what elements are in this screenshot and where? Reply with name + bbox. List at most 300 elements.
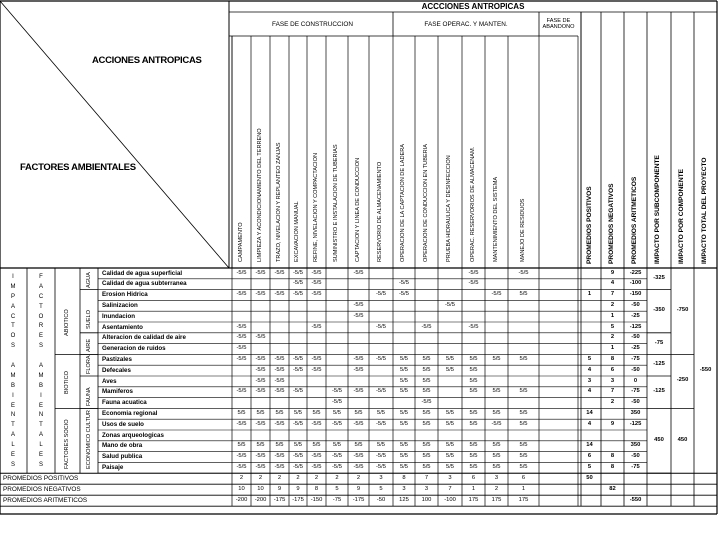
impact-cell: -5/5: [353, 355, 364, 362]
bottom-value: 1: [521, 485, 526, 492]
impact-cell: 5/5: [469, 388, 478, 395]
bottom-row-label: PROMEDIOS POSITIVOS: [3, 474, 79, 482]
row-label: Fauna acuatica: [102, 399, 147, 407]
bottom-value: 10: [257, 485, 264, 492]
impact-cell: 5/5: [492, 355, 501, 362]
column-header-13: MANEJO DE RESIDUOS: [519, 198, 526, 262]
impact-cell: -5/5: [399, 291, 409, 298]
impact-cell: -5/5: [445, 301, 455, 308]
impact-cell: -5/5: [255, 377, 266, 384]
arithmetic-value: -50: [631, 301, 640, 308]
impact-cell: -5/5: [353, 463, 364, 470]
impact-cell: -5/5: [255, 388, 266, 395]
header-title: ACCCIONES ANTROPICAS: [421, 2, 525, 11]
bottom-value: 5: [379, 485, 383, 492]
bottom-value: 6: [471, 474, 476, 481]
impact-cell: 5/5: [469, 377, 478, 384]
negative-count: 1: [610, 312, 615, 319]
negative-count: 2: [610, 334, 615, 341]
group-label-agua: AGUA: [86, 271, 92, 288]
bottom-negative: 82: [609, 485, 616, 492]
row-label: Generacion de ruidos: [102, 345, 166, 353]
impact-cell: 5/5: [469, 355, 478, 362]
impact-cell: 5/5: [332, 442, 342, 449]
negative-count: [601, 408, 624, 419]
component-value: 450: [677, 436, 688, 443]
negative-count: 1: [610, 345, 615, 352]
column-header-6: CAPTACION Y LINEA DE CONDUCCION: [354, 157, 361, 262]
component-value: -250: [676, 377, 689, 384]
impact-cell: 5/5: [332, 409, 342, 416]
impact-cell: -5/5: [236, 291, 247, 298]
arithmetic-value: [624, 430, 647, 441]
impact-cell: -5/5: [332, 453, 342, 460]
impact-cell: -5/5: [376, 453, 386, 460]
impact-cell: 5/5: [445, 442, 455, 449]
impact-cell: -5/5: [293, 355, 303, 362]
bottom-value: 10: [238, 485, 245, 492]
arithmetic-value: -225: [629, 269, 642, 276]
impact-cell: -5/5: [468, 323, 479, 330]
impact-cell: 5/5: [469, 442, 478, 449]
impact-cell: -5/5: [311, 269, 322, 276]
impact-cell: 5/5: [422, 420, 431, 427]
negative-count: 8: [610, 355, 615, 362]
impact-cell: -5/5: [468, 280, 479, 287]
positive-count: 5: [587, 355, 592, 362]
impact-cell: 5/5: [422, 366, 431, 373]
group-label-fauna: FAUNA: [86, 387, 92, 407]
impact-cell: 5/5: [293, 409, 303, 416]
negative-count: 9: [610, 420, 615, 427]
summary-header-1: PROMEDIOS NEGATIVOS: [607, 183, 615, 264]
abiotico-label: ABIOTICO: [64, 309, 70, 337]
positive-count: 3: [587, 377, 592, 384]
impact-cell: -5/5: [491, 291, 502, 298]
column-header-10: PRUEBA HIDRAULICA Y DESINFECCION: [446, 155, 452, 262]
impact-cell: -5/5: [255, 463, 266, 470]
negative-count: 7: [610, 291, 615, 298]
impact-cell: -5/5: [332, 420, 342, 427]
socio-label: FACTORES SOCIO: [64, 419, 70, 470]
column-header-9: OPERACION DE CONDUCCION EN TUBERIA: [422, 143, 429, 262]
impact-cell: 5/5: [469, 409, 478, 416]
impact-cell: -5/5: [255, 355, 266, 362]
impact-cell: 5/5: [445, 409, 455, 416]
arithmetic-value: -50: [631, 453, 640, 460]
bottom-arithmetic: [624, 484, 647, 495]
row-label: Alteracion de calidad de aire: [102, 334, 186, 342]
phase-abandonment: FASE DE ABANDONO: [542, 18, 575, 30]
impact-cell: 5/5: [445, 463, 455, 470]
impact-cell: 5/5: [399, 442, 409, 449]
impact-cell: -5/5: [274, 377, 285, 384]
impactos-ambientales-label: I M P A C T O S A M B I E N T A L E S: [10, 273, 16, 468]
impact-cell: -5/5: [274, 463, 285, 470]
impact-cell: -5/5: [255, 334, 266, 341]
row-label: Mamiferos: [102, 388, 133, 396]
bottom-value: 9: [356, 485, 361, 492]
impact-cell: 5/5: [519, 453, 528, 460]
bottom-negative: [601, 473, 624, 484]
impact-cell: 5/5: [445, 355, 455, 362]
positive-count: [578, 322, 601, 333]
bottom-value: 3: [424, 485, 429, 492]
impact-cell: 5/5: [399, 420, 409, 427]
bottom-positive: 50: [586, 474, 593, 481]
impact-cell: -5/5: [353, 269, 364, 276]
row-label: Pastizales: [102, 355, 132, 363]
bottom-negative: [601, 495, 624, 506]
column-header-1: LIMPIEZA Y ACONDICIONAMIENTO DEL TERRENO: [256, 128, 263, 262]
impact-cell: -5/5: [255, 269, 266, 276]
positive-count: 5: [587, 463, 592, 470]
impact-cell: 5/5: [519, 291, 528, 298]
impact-cell: 5/5: [354, 442, 363, 449]
impact-cell: -5/5: [491, 420, 502, 427]
bottom-row-label: PROMEDIOS ARITMETICOS: [3, 496, 88, 504]
negative-count: 5: [610, 323, 615, 330]
positive-count: [578, 300, 601, 311]
arithmetic-value: -50: [631, 366, 640, 373]
impact-cell: 5/5: [519, 442, 528, 449]
impact-cell: 5/5: [293, 442, 303, 449]
impact-cell: 5/5: [519, 463, 528, 470]
bottom-value: 6: [521, 474, 526, 481]
row-label: Calidad de agua subterranea: [102, 280, 187, 288]
arithmetic-value: -125: [629, 420, 642, 427]
subcomponent-value: -125: [653, 361, 665, 368]
arithmetic-value: 350: [630, 442, 641, 449]
bottom-value: 2: [277, 474, 282, 481]
positive-count: 1: [587, 291, 592, 298]
subcomponent-value: -350: [653, 307, 665, 314]
column-header-7: RESERVORIO DE ALMACENAMIENTO: [377, 161, 383, 262]
bottom-value: 2: [239, 474, 244, 481]
impact-cell: -5/5: [332, 399, 342, 406]
impact-cell: -5/5: [353, 453, 364, 460]
arithmetic-value: -25: [631, 345, 640, 352]
impact-cell: -5/5: [376, 463, 386, 470]
row-label: Aves: [102, 377, 117, 385]
impact-cell: 5/5: [469, 453, 478, 460]
positive-count: [578, 430, 601, 441]
impact-cell: 5/5: [519, 388, 528, 395]
impact-cell: 5/5: [519, 420, 528, 427]
phase-operation: FASE OPERAC. Y MANTEN.: [424, 20, 508, 28]
impact-cell: 5/5: [469, 366, 478, 373]
bottom-value: 8: [402, 474, 406, 481]
impact-cell: -5/5: [311, 463, 322, 470]
positive-count: [578, 279, 601, 290]
impact-cell: 5/5: [399, 377, 409, 384]
summary-header-3: IMPACTO POR SUBCOMPONENTE: [654, 155, 661, 264]
impact-cell: 5/5: [492, 463, 501, 470]
row-label: Economia regional: [102, 409, 158, 417]
column-header-2: TRAZO, NIVELACION Y REPLANTEO ZANJAS: [275, 142, 282, 262]
impact-cell: -5/5: [274, 269, 285, 276]
summary-header-0: PROMEDIOS POSITIVOS: [586, 186, 593, 264]
group-label-suelo: SUELO: [86, 309, 92, 329]
bottom-value: 175: [518, 496, 529, 503]
impact-cell: -5/5: [274, 291, 285, 298]
impact-cell: -5/5: [293, 280, 303, 287]
bottom-value: 2: [314, 474, 319, 481]
impact-cell: -5/5: [255, 291, 266, 298]
positive-count: 4: [587, 420, 592, 427]
impact-cell: -5/5: [353, 388, 364, 395]
arithmetic-value: -50: [631, 334, 640, 341]
row-label: Asentamiento: [102, 323, 143, 331]
impact-cell: 5/5: [312, 409, 321, 416]
positive-count: 4: [587, 388, 592, 395]
impact-cell: 5/5: [376, 442, 386, 449]
bottom-value: -175: [273, 496, 286, 503]
impact-cell: 5/5: [237, 409, 246, 416]
impact-cell: -5/5: [274, 453, 285, 460]
arithmetic-value: 350: [630, 409, 641, 416]
negative-count: 2: [610, 301, 615, 308]
corner-bottom-label: FACTORES AMBIENTALES: [20, 162, 136, 173]
arithmetic-value: 0: [633, 377, 638, 384]
impact-cell: -5/5: [236, 269, 247, 276]
corner-top-label: ACCIONES ANTROPICAS: [92, 55, 202, 66]
impact-cell: -5/5: [468, 269, 479, 276]
impact-cell: -5/5: [376, 388, 386, 395]
column-header-3: EXCAVACION MANUAL: [294, 201, 300, 262]
impact-cell: 5/5: [275, 409, 284, 416]
impact-cell: -5/5: [293, 366, 303, 373]
negative-count: [601, 430, 624, 441]
impact-cell: -5/5: [293, 420, 303, 427]
impact-cell: 5/5: [492, 409, 501, 416]
impact-cell: 5/5: [354, 409, 363, 416]
bottom-value: 175: [468, 496, 479, 503]
impact-cell: -5/5: [255, 453, 266, 460]
arithmetic-value: -50: [631, 399, 640, 406]
row-label: Calidad de agua superficial: [102, 269, 183, 277]
bottom-value: -175: [352, 496, 365, 503]
bottom-value: -200: [254, 496, 267, 503]
impact-cell: -5/5: [311, 323, 322, 330]
impact-cell: -5/5: [236, 334, 247, 341]
impact-cell: 5/5: [445, 420, 455, 427]
bottom-positive: [578, 484, 601, 495]
impact-cell: -5/5: [274, 420, 285, 427]
arithmetic-value: -75: [631, 463, 640, 470]
impact-cell: 5/5: [312, 442, 321, 449]
bottom-value: 2: [335, 474, 339, 481]
negative-count: 9: [610, 269, 615, 276]
bottom-value: 2: [296, 474, 300, 481]
negative-count: 7: [610, 388, 615, 395]
impact-cell: -5/5: [236, 323, 247, 330]
impact-cell: 5/5: [256, 409, 265, 416]
subcomponent-value: -75: [654, 339, 664, 346]
bottom-value: 3: [402, 485, 406, 492]
arithmetic-value: -25: [631, 312, 640, 319]
bottom-value: 9: [277, 485, 282, 492]
impact-cell: 5/5: [275, 442, 284, 449]
negative-count: 8: [610, 463, 615, 470]
column-header-12: MANTENIMIENTO DEL SISTEMA: [492, 176, 499, 262]
impact-cell: 5/5: [422, 377, 431, 384]
negative-count: 2: [610, 399, 615, 406]
bottom-value: -50: [376, 496, 386, 503]
arithmetic-value: -75: [631, 388, 640, 395]
subcomponent-value: -125: [653, 388, 665, 395]
impact-cell: 5/5: [399, 453, 409, 460]
row-label: Salud publica: [102, 453, 143, 461]
impact-cell: -5/5: [311, 280, 322, 287]
impact-cell: 5/5: [492, 453, 501, 460]
impact-cell: 5/5: [422, 388, 431, 395]
impact-cell: -5/5: [353, 366, 364, 373]
impact-cell: 5/5: [399, 388, 409, 395]
arithmetic-value: -100: [629, 280, 642, 287]
group-label-flora: FLORA: [86, 355, 92, 374]
summary-header-4: IMPACTO POR COMPONENTE: [677, 168, 685, 264]
row-label: Defecales: [102, 366, 131, 374]
impact-cell: -5/5: [274, 388, 285, 395]
impact-cell: -5/5: [311, 366, 322, 373]
bottom-value: 9: [296, 485, 300, 492]
impact-cell: 5/5: [519, 409, 528, 416]
impact-cell: 5/5: [492, 388, 501, 395]
impact-cell: 5/5: [256, 442, 265, 449]
positive-count: [578, 398, 601, 409]
column-header-5: SUMINISTRO E INSTALACION DE TUBERIAS: [333, 144, 339, 262]
impact-cell: -5/5: [236, 463, 247, 470]
impact-cell: 5/5: [399, 409, 409, 416]
impact-cell: -5/5: [236, 388, 247, 395]
impact-cell: -5/5: [293, 291, 303, 298]
impact-cell: -5/5: [376, 323, 386, 330]
impact-cell: 5/5: [445, 453, 455, 460]
bottom-value: 1: [471, 485, 476, 492]
total-value: -550: [699, 366, 712, 373]
impact-cell: -5/5: [236, 420, 247, 427]
subcomponent-value: 450: [654, 436, 664, 443]
impact-cell: -5/5: [399, 280, 409, 287]
subcomponent-value: -325: [653, 274, 665, 281]
bottom-value: -75: [332, 496, 342, 503]
row-label: Erosion Hidrica: [102, 291, 148, 299]
impact-cell: 5/5: [399, 463, 409, 470]
column-header-11: OPERAC. RESERVORIOS DE ALMACENAM.: [469, 146, 476, 262]
positive-count: 4: [587, 366, 592, 373]
positive-count: 14: [586, 442, 593, 449]
bottom-value: 3: [494, 474, 499, 481]
impact-cell: -5/5: [293, 388, 303, 395]
impact-cell: -5/5: [311, 453, 322, 460]
bottom-value: 7: [424, 474, 429, 481]
bottom-value: 2: [258, 474, 263, 481]
row-label: Usos de suelo: [102, 420, 144, 428]
positive-count: [578, 268, 601, 279]
positive-count: [578, 344, 601, 355]
column-header-0: CAMPAMENTO: [237, 222, 244, 262]
impact-cell: -5/5: [518, 269, 529, 276]
row-label: Mano de obra: [102, 442, 143, 450]
impact-cell: -5/5: [376, 420, 386, 427]
bottom-value: 175: [491, 496, 502, 503]
impact-cell: -5/5: [353, 301, 364, 308]
impact-cell: -5/5: [353, 420, 364, 427]
impact-cell: -5/5: [353, 312, 364, 319]
row-label: Inundacion: [102, 312, 135, 320]
impact-cell: -5/5: [332, 463, 342, 470]
negative-count: 3: [610, 377, 615, 384]
row-label: Salinizacion: [102, 301, 138, 309]
impact-cell: -5/5: [274, 355, 285, 362]
impact-cell: 5/5: [422, 453, 431, 460]
bottom-value: -100: [444, 496, 456, 503]
column-header-4: REFINE, NIVELACION Y COMPACTACION: [312, 153, 319, 262]
impact-cell: 5/5: [519, 355, 528, 362]
bottom-row-label: PROMEDIOS NEGATIVOS: [3, 485, 81, 493]
group-label-economico: ECONOMICO CULTUR: [86, 410, 92, 470]
arithmetic-value: -75: [631, 355, 640, 362]
row-label: Zonas arqueologicas: [102, 431, 164, 439]
impact-cell: 5/5: [422, 355, 431, 362]
arithmetic-value: -125: [629, 323, 642, 330]
impact-cell: -5/5: [236, 345, 247, 352]
summary-header-5: IMPACTO TOTAL DEL PROYECTO: [700, 157, 708, 264]
impact-cell: -5/5: [236, 453, 247, 460]
negative-count: [601, 441, 624, 452]
bottom-value: -175: [292, 496, 304, 503]
impact-cell: -5/5: [311, 420, 322, 427]
summary-header-2: PROMEDIOS ARITMETICOS: [630, 176, 638, 264]
impact-cell: -5/5: [421, 323, 432, 330]
negative-count: 4: [610, 280, 615, 287]
positive-count: [578, 311, 601, 322]
impact-cell: 5/5: [469, 420, 478, 427]
impact-cell: 5/5: [492, 442, 501, 449]
impact-cell: -5/5: [311, 291, 322, 298]
impact-cell: -5/5: [274, 366, 285, 373]
negative-count: 8: [610, 453, 615, 460]
positive-count: 6: [587, 453, 592, 460]
impact-cell: 5/5: [399, 366, 409, 373]
bottom-value: 2: [494, 485, 499, 492]
column-header-8: OPERACION DE LA CAPTACION DE LADERA: [400, 143, 406, 262]
biotico-label: BIOTICO: [64, 371, 70, 395]
impact-cell: -5/5: [332, 388, 342, 395]
impact-cell: -5/5: [293, 453, 303, 460]
impact-cell: 5/5: [469, 463, 478, 470]
impact-cell: -5/5: [255, 366, 266, 373]
impact-cell: -5/5: [293, 463, 303, 470]
row-label: Paisaje: [102, 463, 124, 471]
impact-cell: 5/5: [445, 366, 455, 373]
bottom-value: -150: [310, 496, 323, 503]
impact-cell: 5/5: [376, 409, 386, 416]
negative-count: 6: [610, 366, 615, 373]
impact-cell: 5/5: [399, 355, 409, 362]
impact-cell: 5/5: [422, 463, 431, 470]
positive-count: 14: [586, 409, 593, 416]
impact-cell: 5/5: [422, 409, 431, 416]
bottom-value: 100: [421, 496, 432, 503]
bottom-value: 8: [314, 485, 319, 492]
phase-construction: FASE DE CONSTRUCCION: [272, 20, 353, 28]
bottom-positive: [578, 495, 601, 506]
component-value: -750: [676, 307, 689, 314]
bottom-value: 3: [448, 474, 452, 481]
group-label-aire: AIRE: [86, 339, 92, 353]
